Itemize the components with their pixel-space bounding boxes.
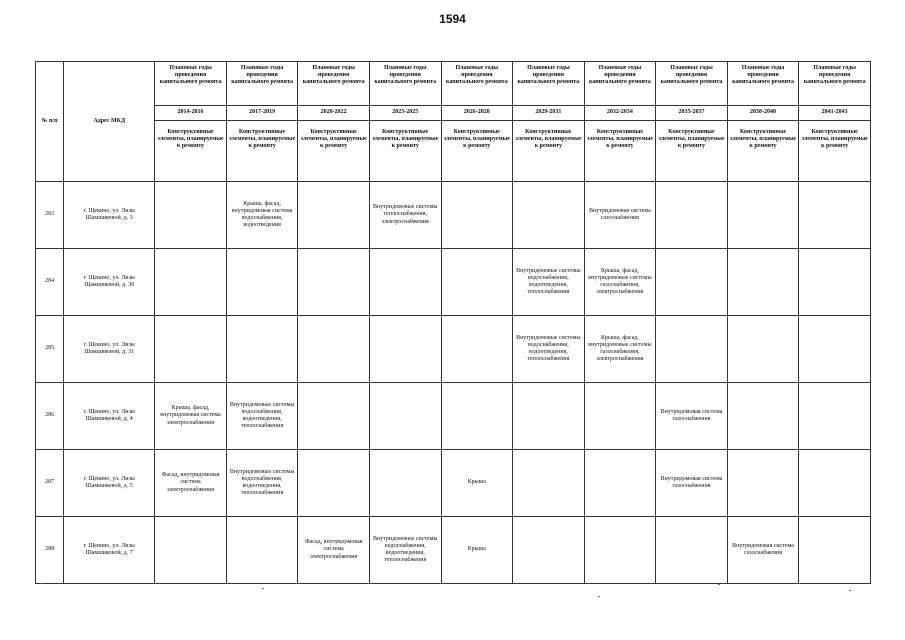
repair-cell	[155, 517, 227, 584]
row-address: г. Щекино, ул. Лизы Шамшиковой, д. 3	[64, 182, 155, 249]
period-header: 2041-2043	[799, 106, 871, 121]
repair-cell	[799, 249, 871, 316]
repair-cell	[513, 450, 585, 517]
row-address: г. Щекино, ул. Лизы Шамшиковой, д. 31	[64, 316, 155, 383]
capital-repair-plan-table	[35, 61, 871, 584]
repair-cell: Крыша	[441, 517, 513, 584]
elements-header: Конструктивные элементы, планируемые к ремонту	[369, 121, 441, 182]
repair-cell	[226, 249, 298, 316]
period-header: 2014-2016	[155, 106, 227, 121]
repair-cell	[298, 249, 370, 316]
elements-header: Конструктивные элементы, планируемые к ремонту	[584, 121, 656, 182]
period-header: 2020-2022	[298, 106, 370, 121]
repair-cell	[369, 316, 441, 383]
row-address: г. Щекино, ул. Лизы Шамшиковой, д. 30	[64, 249, 155, 316]
repair-cell	[656, 316, 728, 383]
repair-cell	[298, 316, 370, 383]
year-header: Плановые годы проведения капитального ремонта	[369, 62, 441, 106]
repair-cell	[226, 517, 298, 584]
row-number: 288	[36, 517, 64, 584]
scan-speck	[262, 588, 264, 589]
year-header: Плановые годы проведения капитального ремонта	[155, 62, 227, 106]
header-row-periods	[36, 106, 871, 121]
table-row	[36, 182, 871, 249]
scan-speck	[40, 583, 42, 584]
repair-cell: Внутридомовые системы водоснабжения, водоотведения, теплоснабжения	[226, 450, 298, 517]
repair-cell	[298, 450, 370, 517]
year-header: Плановые годы проведения капитального ремонта	[513, 62, 585, 106]
repair-cell: Крыша, фасад, внутридомовые системы газоснабжения, электроснабжения	[584, 249, 656, 316]
period-header: 2035-2037	[656, 106, 728, 121]
repair-cell	[226, 316, 298, 383]
repair-cell	[727, 182, 799, 249]
year-header: Плановые годы проведения капитального ремонта	[727, 62, 799, 106]
repair-cell	[656, 249, 728, 316]
repair-cell	[513, 182, 585, 249]
header-row-years	[36, 62, 871, 106]
year-header: Плановые годы проведения капитального ремонта	[799, 62, 871, 106]
scan-speck	[849, 590, 851, 591]
table-row	[36, 249, 871, 316]
elements-header: Конструктивные элементы, планируемые к ремонту	[298, 121, 370, 182]
repair-cell	[441, 383, 513, 450]
table-row	[36, 383, 871, 450]
elements-header: Конструктивные элементы, планируемые к ремонту	[656, 121, 728, 182]
repair-cell	[727, 249, 799, 316]
repair-cell	[799, 316, 871, 383]
repair-cell	[155, 249, 227, 316]
header-row-elements	[36, 121, 871, 182]
year-header: Плановые годы проведения капитального ремонта	[298, 62, 370, 106]
repair-cell	[155, 182, 227, 249]
repair-cell	[727, 383, 799, 450]
repair-cell	[155, 316, 227, 383]
elements-header: Конструктивные элементы, планируемые к ремонту	[226, 121, 298, 182]
repair-cell: Фасад, внутридомовая система электроснабжения	[298, 517, 370, 584]
repair-cell	[369, 450, 441, 517]
table-row	[36, 316, 871, 383]
repair-cell	[441, 316, 513, 383]
page-number: 1594	[439, 12, 466, 26]
repair-cell	[441, 182, 513, 249]
repair-cell	[727, 450, 799, 517]
row-number: 284	[36, 249, 64, 316]
repair-cell: Внутридомовые системы теплоснабжения, электроснабжения	[369, 182, 441, 249]
row-address: г. Щекино, ул. Лизы Шамшиковой, д. 7	[64, 517, 155, 584]
row-address: г. Щекино, ул. Лизы Шамшиковой, д. 5	[64, 450, 155, 517]
repair-cell	[584, 450, 656, 517]
repair-cell	[369, 249, 441, 316]
repair-cell	[513, 517, 585, 584]
repair-cell: Крыша, фасад, внутридомовые системы газоснабжения, электроснабжения	[584, 316, 656, 383]
year-header: Плановые годы проведения капитального ремонта	[226, 62, 298, 106]
scan-speck	[598, 596, 600, 597]
year-header: Плановые годы проведения капитального ремонта	[656, 62, 728, 106]
repair-cell	[298, 383, 370, 450]
repair-cell	[799, 182, 871, 249]
repair-cell	[298, 182, 370, 249]
row-address: г. Щекино, ул. Лизы Шамшиковой, д. 4	[64, 383, 155, 450]
table-row	[36, 517, 871, 584]
repair-cell: Внутридомовая система газоснабжения	[656, 383, 728, 450]
repair-cell	[799, 383, 871, 450]
repair-cell	[369, 383, 441, 450]
repair-cell	[513, 383, 585, 450]
year-header: Плановые годы проведения капитального ремонта	[584, 62, 656, 106]
elements-header: Конструктивные элементы, планируемые к ремонту	[441, 121, 513, 182]
repair-cell	[656, 517, 728, 584]
repair-cell: Внутридомовые системы водоснабжения, водоотведения, теплоснабжения	[513, 316, 585, 383]
repair-cell	[441, 249, 513, 316]
repair-cell: Крыша, фасад, внутридомовая система водоснабжения, водоотведения	[226, 182, 298, 249]
repair-cell: Внутридомовые системы водоснабжения, водоотведения, теплоснабжения	[226, 383, 298, 450]
elements-header: Конструктивные элементы, планируемые к ремонту	[513, 121, 585, 182]
repair-cell: Внутридомовая система газоснабжения	[727, 517, 799, 584]
scan-speck	[718, 584, 720, 585]
repair-cell	[656, 182, 728, 249]
repair-cell	[727, 316, 799, 383]
row-number: 285	[36, 316, 64, 383]
address-column-header: Адрес МКД	[64, 62, 155, 182]
table-row	[36, 450, 871, 517]
repair-cell: Внутридомовая система газоснабжения	[656, 450, 728, 517]
repair-cell: Внутридомовые системы водоснабжения, водоотведения, теплоснабжения	[513, 249, 585, 316]
repair-cell: Внутридомовая система газоснабжения	[584, 182, 656, 249]
period-header: 2017-2019	[226, 106, 298, 121]
period-header: 2038-2040	[727, 106, 799, 121]
period-header: 2029-2031	[513, 106, 585, 121]
period-header: 2023-2025	[369, 106, 441, 121]
year-header: Плановые годы проведения капитального ремонта	[441, 62, 513, 106]
repair-cell	[799, 450, 871, 517]
elements-header: Конструктивные элементы, планируемые к ремонту	[155, 121, 227, 182]
number-column-header: № п/п	[36, 62, 64, 182]
period-header: 2026-2028	[441, 106, 513, 121]
repair-cell	[584, 383, 656, 450]
period-header: 2032-2034	[584, 106, 656, 121]
repair-cell: Фасад, внутридомовая система электроснабжения	[155, 450, 227, 517]
repair-cell: Крыша	[441, 450, 513, 517]
repair-cell	[584, 517, 656, 584]
row-number: 286	[36, 383, 64, 450]
row-number: 283	[36, 182, 64, 249]
row-number: 287	[36, 450, 64, 517]
elements-header: Конструктивные элементы, планируемые к ремонту	[799, 121, 871, 182]
repair-cell: Внутридомовые системы водоснабжения, водоотведения, теплоснабжения	[369, 517, 441, 584]
repair-cell: Крыша, фасад, внутридомовая система электроснабжения	[155, 383, 227, 450]
repair-cell	[799, 517, 871, 584]
elements-header: Конструктивные элементы, планируемые к ремонту	[727, 121, 799, 182]
